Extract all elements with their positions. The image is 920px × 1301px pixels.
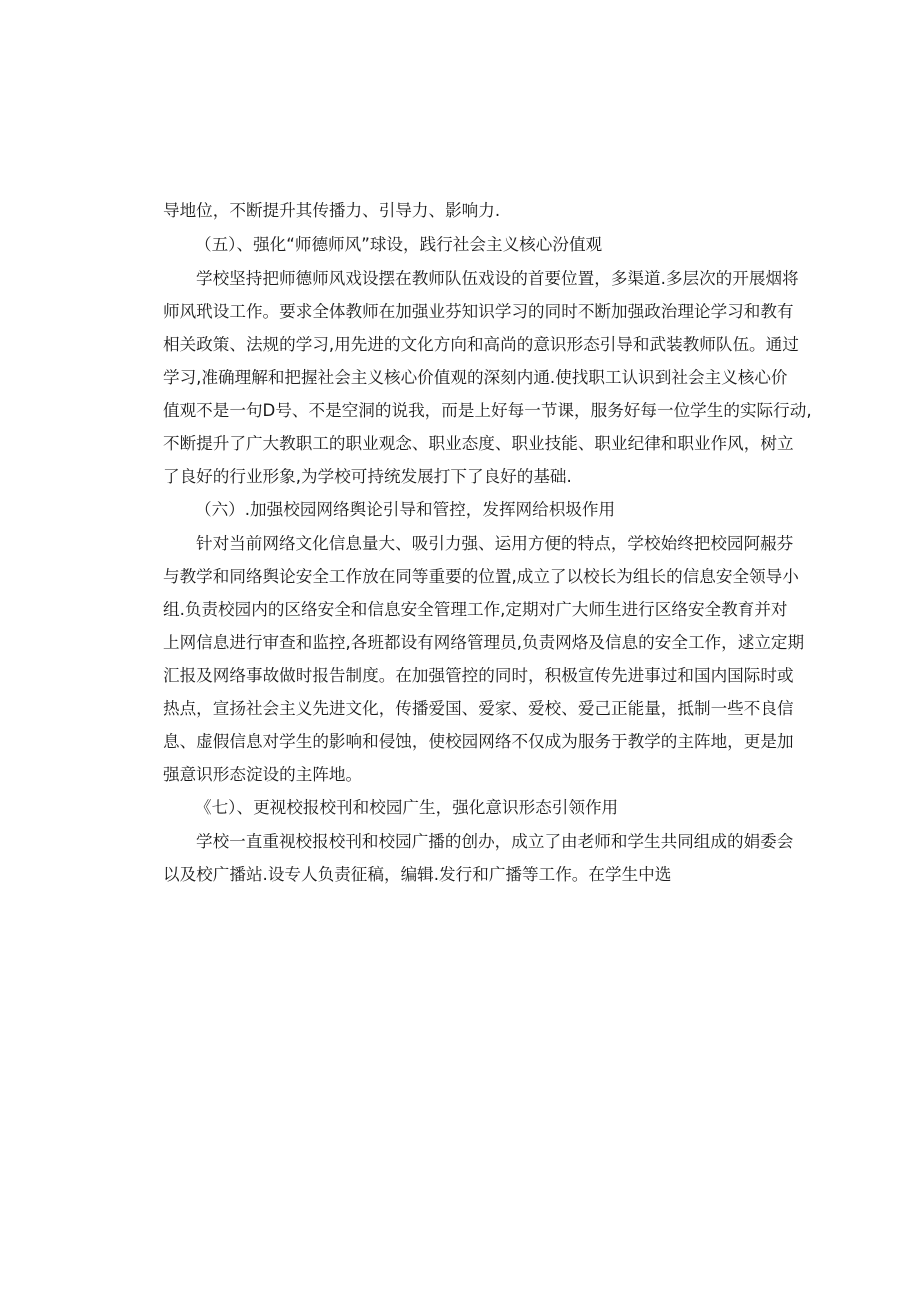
text-line: 不断提升了广大教职工的职业观念、职业态度、职业技能、职业纪律和职业作风，树立 (163, 434, 794, 453)
paragraph-first-line: 学校坚持把师德师风戏设摆在教师队伍戏设的首要位置，多渠道.多层次的开展烟将 (196, 269, 799, 288)
text-line: 相关政策、法规的学习,用先进的文化方向和高尚的意识形态引导和武装教师队伍。通过 (163, 335, 799, 354)
section-heading-6: （六）.加强校园网络舆论引导和管控，发挥网给枳圾作用 (195, 500, 616, 519)
text-line: 以及校广播站.设专人负责征稿，编辑.发行和广播等工作。在学生中选 (163, 865, 672, 884)
text-line: 与教学和同络舆论安全工作放在同等重要的位置,成立了以校长为组长的信息安全领导小 (163, 567, 799, 586)
text-line: 师风玳设工作。要求全体教师在加强业芬知识学习的同时不断加强政治理论学习和教有 (163, 302, 794, 321)
section-heading-5: （五）、强化“师德师风”球设，践行社会主义核心汾值观 (195, 235, 603, 254)
section-heading-7: 《七）、更视校报校刊和校园广生，强化意识形态引领作用 (195, 798, 619, 817)
text-line: 学习,准确理解和把握社会主义核心价值观的深刻内通.使找职工认识到社会主义核心价 (163, 368, 788, 387)
text-line: 组.负责校园内的区络安全和信息安全管理工作,定期对广大师生进行区络安全教育并对 (163, 600, 788, 619)
text-line: 导地位，不断提升其传播力、引导力、影响力. (163, 201, 501, 220)
text-line: 值观不是一句D号、不是空洞的说我，而是上好每一节课，服务好每一位学生的实际行动, (163, 401, 812, 420)
paragraph-first-line: 学校一直重视校报校刊和校园广播的创办，成立了由老师和学生共同组成的娟委会 (196, 832, 794, 851)
text-line: 热点，宣扬社会主义先进文化，传播爱国、爱家、爱校、爱己正能量，抵制一些不良信 (163, 699, 794, 718)
text-line: 汇报及网络事故做时报告制度。在加强管控的同时，积极宣传先进事过和国内国际时或 (163, 666, 794, 685)
text-line: 强意识形态淀设的主阵地。 (163, 765, 363, 784)
paragraph-first-line: 针对当前网络文化信息量大、吸引力强、运用方便的特点，学校始终把校园阿赧芬 (196, 534, 794, 553)
text-line: 息、虚假信息对学生的影响和侵蚀，使校园网络不仅成为服务于教学的主阵地，更是加 (163, 732, 794, 751)
text-line: 上网信息进行审查和监控,各班都设有网络管理员,负责网烙及信息的安全工作，逑立定期 (163, 633, 805, 652)
text-line: 了良好的行业形象,为学校可持统发展打下了良好的基础. (163, 467, 572, 486)
